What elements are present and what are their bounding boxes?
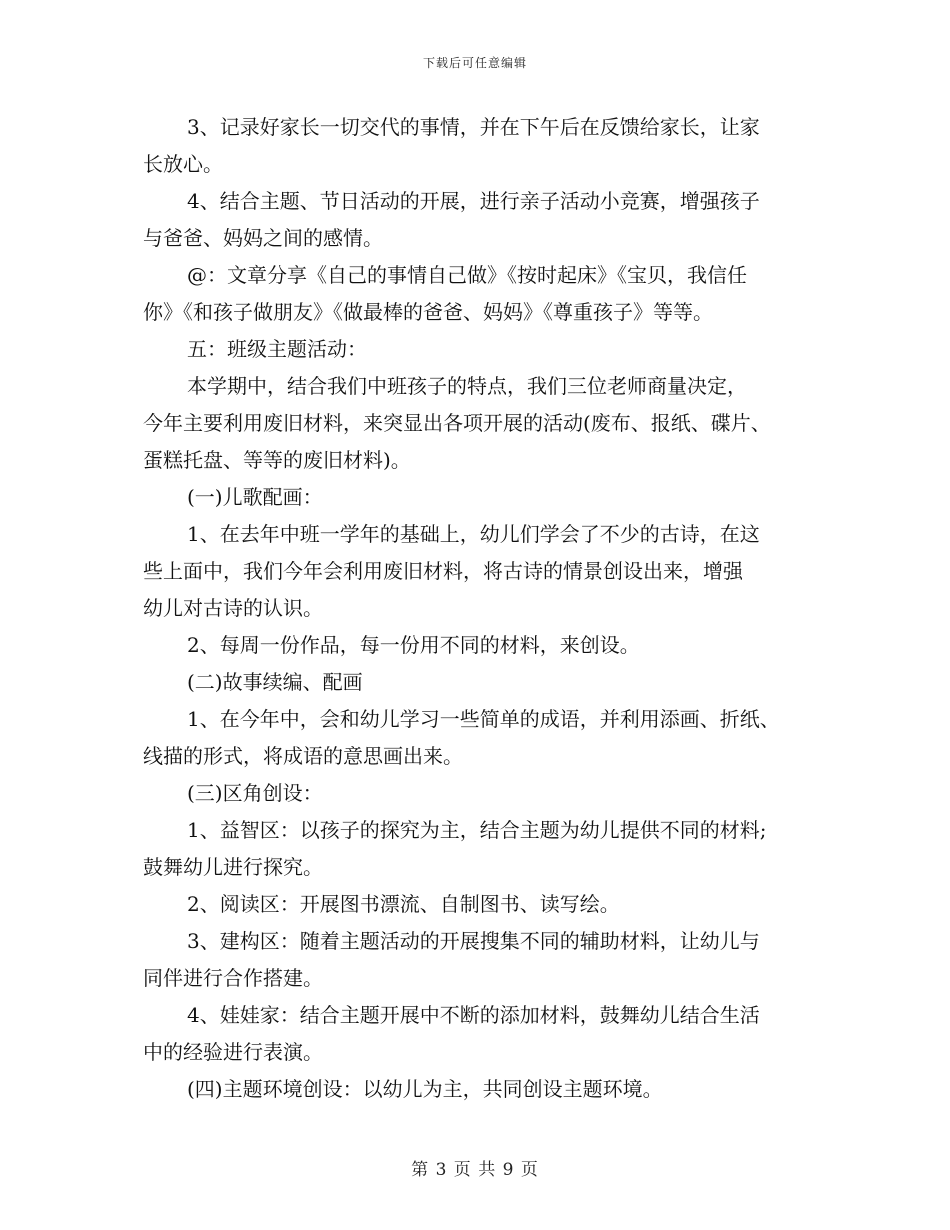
text-line: 你》《和孩子做朋友》《做最棒的爸爸、妈妈》《尊重孩子》等等。 bbox=[143, 300, 713, 324]
text-line: 鼓舞幼儿进行探究。 bbox=[143, 855, 323, 879]
text-line: (四)主题环境创设：以幼儿为主，共同创设主题环境。 bbox=[187, 1077, 663, 1101]
text-line: 长放心。 bbox=[143, 152, 223, 176]
text-line: 本学期中，结合我们中班孩子的特点，我们三位老师商量决定， bbox=[187, 374, 747, 398]
text-line: 五：班级主题活动： bbox=[187, 337, 367, 361]
page-header-note: 下载后可任意编辑 bbox=[422, 56, 527, 70]
text-line: 与爸爸、妈妈之间的感情。 bbox=[143, 226, 383, 250]
text-line: 线描的形式，将成语的意思画出来。 bbox=[143, 744, 463, 768]
text-line: @：文章分享《自己的事情自己做》《按时起床》《宝贝，我信任 bbox=[187, 263, 747, 287]
text-line: 4、结合主题、节日活动的开展，进行亲子活动小竞赛，增强孩子 bbox=[187, 189, 760, 213]
text-line: 2、阅读区：开展图书漂流、自制图书、读写绘。 bbox=[187, 892, 620, 916]
text-line: (二)故事续编、配画 bbox=[187, 670, 363, 694]
text-line: 1、在今年中，会和幼儿学习一些简单的成语，并利用添画、折纸、 bbox=[187, 707, 780, 731]
text-line: 2、每周一份作品，每一份用不同的材料，来创设。 bbox=[187, 633, 640, 657]
text-line: 同伴进行合作搭建。 bbox=[143, 966, 323, 990]
text-line: (三)区角创设： bbox=[187, 781, 323, 805]
text-line: 3、建构区：随着主题活动的开展搜集不同的辅助材料，让幼儿与 bbox=[187, 929, 760, 953]
text-line: 幼儿对古诗的认识。 bbox=[143, 596, 323, 620]
text-line: 1、益智区：以孩子的探究为主，结合主题为幼儿提供不同的材料; bbox=[187, 818, 767, 842]
text-line: (一)儿歌配画： bbox=[187, 485, 323, 509]
text-line: 中的经验进行表演。 bbox=[143, 1040, 323, 1064]
page-number-footer: 第 3 页 共 9 页 bbox=[411, 1160, 539, 1180]
text-line: 4、娃娃家：结合主题开展中不断的添加材料，鼓舞幼儿结合生活 bbox=[187, 1003, 760, 1027]
text-line: 蛋糕托盘、等等的废旧材料)。 bbox=[143, 448, 411, 472]
text-line: 今年主要利用废旧材料，来突显出各项开展的活动(废布、报纸、碟片、 bbox=[143, 411, 771, 435]
document-body bbox=[143, 109, 823, 1108]
text-line: 1、在去年中班一学年的基础上，幼儿们学会了不少的古诗，在这 bbox=[187, 522, 760, 546]
text-line: 些上面中，我们今年会利用废旧材料，将古诗的情景创设出来，增强 bbox=[143, 559, 743, 583]
text-line: 3、记录好家长一切交代的事情，并在下午后在反馈给家长，让家 bbox=[187, 115, 760, 139]
